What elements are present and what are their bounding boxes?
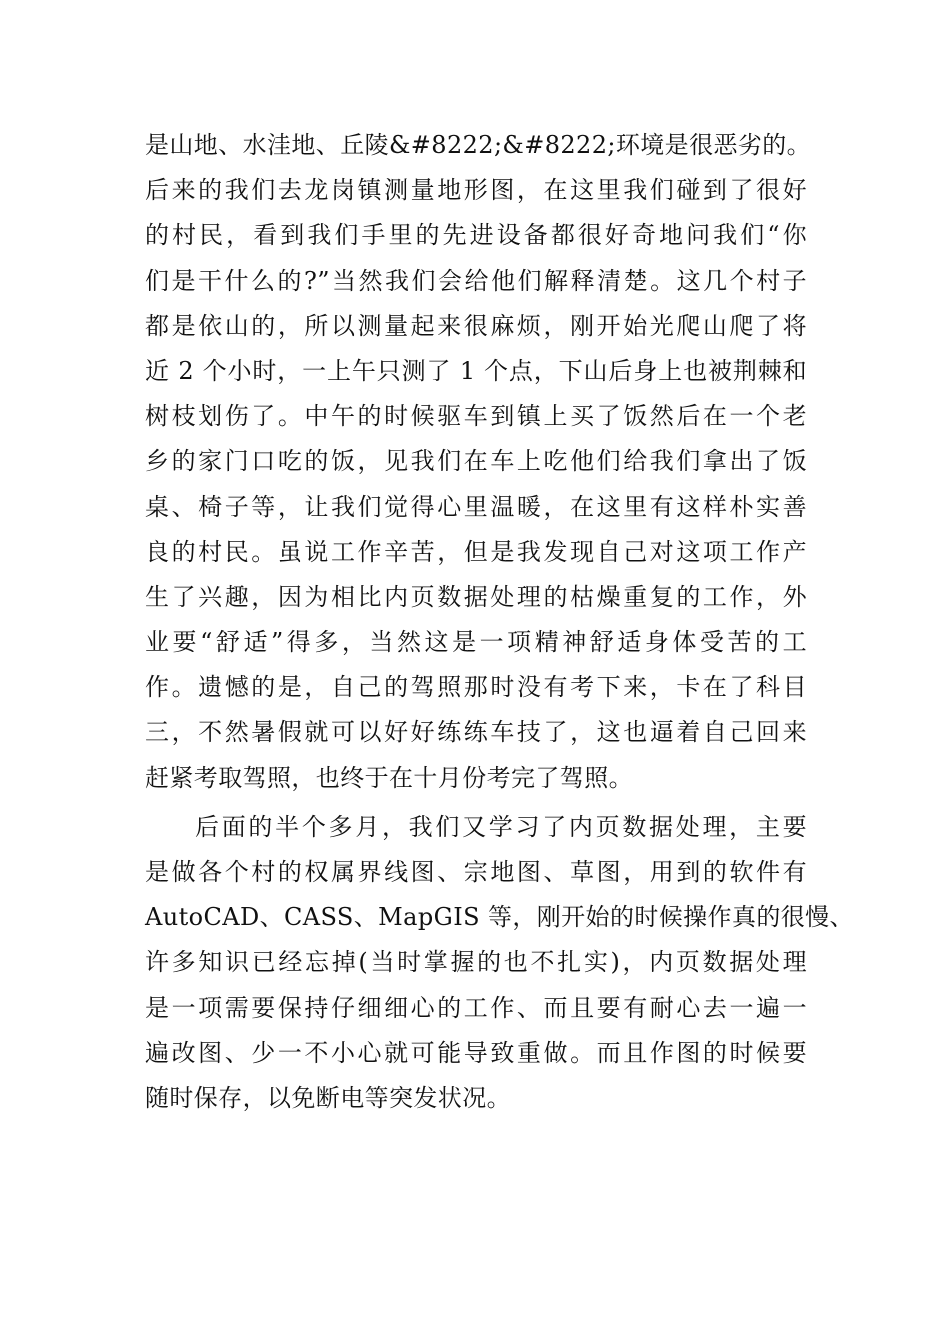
paragraph-line: 乡的家门口吃的饭，见我们在车上吃他们给我们拿出了饭 <box>145 447 807 476</box>
document-body <box>145 123 854 1121</box>
paragraph-line: 桌、椅子等，让我们觉得心里温暖，在这里有这样朴实善 <box>145 492 807 521</box>
paragraph-line: 许多知识已经忘掉(当时掌握的也不扎实)，内页数据处理 <box>145 948 807 977</box>
paragraph-line: 是一项需要保持仔细细心的工作、而且要有耐心去一遍一 <box>145 993 807 1022</box>
paragraph-line: 的村民，看到我们手里的先进设备都很好奇地问我们“你 <box>145 221 807 250</box>
paragraph-line: 遍改图、少一不小心就可能导致重做。而且作图的时候要 <box>145 1038 807 1067</box>
paragraph-line: 树枝划伤了。中午的时候驱车到镇上买了饭然后在一个老 <box>145 402 807 431</box>
paragraph-line: 良的村民。虽说工作辛苦，但是我发现自己对这项工作产 <box>145 537 807 566</box>
paragraph-line: 近 2 个小时，一上午只测了 1 个点，下山后身上也被荆棘和 <box>145 356 807 385</box>
paragraph-line: 们是干什么的?”当然我们会给他们解释清楚。这几个村子 <box>145 266 807 295</box>
paragraph-line: 作。遗憾的是，自己的驾照那时没有考下来，卡在了科目 <box>145 673 807 702</box>
paragraph-line: 是山地、水洼地、丘陵&#8222;&#8222;环境是很恶劣的。 <box>145 131 812 159</box>
paragraph-line: 业要“舒适”得多，当然这是一项精神舒适身体受苦的工 <box>145 628 807 657</box>
paragraph-line: 随时保存，以免断电等突发状况。 <box>145 1083 511 1112</box>
paragraph-line: AutoCAD、CASS、MapGIS 等，刚开始的时候操作真的很慢、 <box>145 903 854 932</box>
paragraph-line: 后来的我们去龙岗镇测量地形图，在这里我们碰到了很好 <box>145 176 807 205</box>
paragraph-2 <box>145 805 854 1121</box>
paragraph-line: 都是依山的，所以测量起来很麻烦，刚开始光爬山爬了将 <box>145 311 807 340</box>
paragraph-1 <box>145 123 812 801</box>
paragraph-line: 后面的半个多月，我们又学习了内页数据处理，主要 <box>195 812 807 841</box>
paragraph-line: 三，不然暑假就可以好好练练车技了，这也逼着自己回来 <box>145 718 807 747</box>
paragraph-line: 赶紧考取驾照，也终于在十月份考完了驾照。 <box>145 763 633 792</box>
paragraph-line: 是做各个村的权属界线图、宗地图、草图，用到的软件有 <box>145 858 807 886</box>
paragraph-line: 生了兴趣，因为相比内页数据处理的枯燥重复的工作，外 <box>145 582 807 611</box>
